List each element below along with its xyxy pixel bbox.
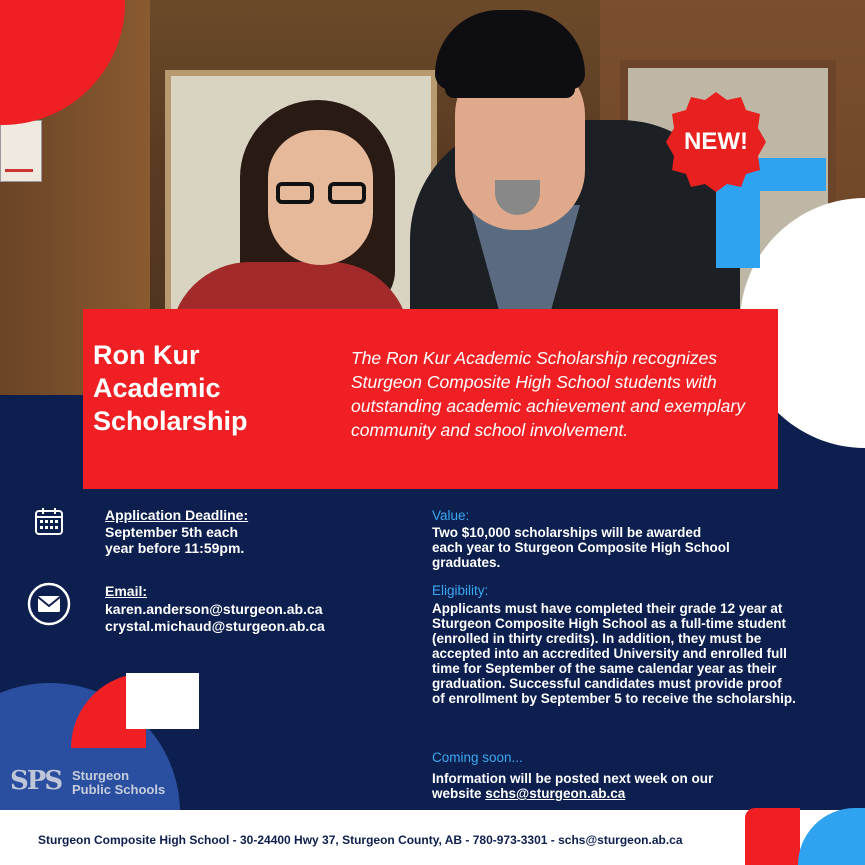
footer-address: Sturgeon Composite High School - 30-24400 Hwy 37, Sturgeon County, AB - 780-973-3301 - schs@sturgeon.ab.ca	[38, 833, 683, 847]
new-badge	[666, 92, 766, 192]
logo-mark: SPS	[10, 766, 62, 796]
sturgeon-public-schools-logo	[10, 764, 190, 804]
scholarship-title	[93, 339, 323, 438]
footer-red-decoration	[745, 808, 800, 865]
white-square-decoration	[126, 673, 199, 729]
new-badge-label: NEW!	[684, 128, 748, 155]
coming-soon-body	[432, 771, 752, 801]
photo-sign	[0, 120, 42, 182]
calendar-icon	[34, 506, 64, 536]
eligibility-heading: Eligibility:	[432, 583, 489, 598]
footer	[0, 810, 865, 865]
scholarship-description: The Ron Kur Academic Scholarship recognizes Sturgeon Composite High School students with outstanding academic achievement and exemplary community and school involvement.	[351, 348, 745, 440]
title-line-1: Ron Kur	[93, 340, 200, 370]
deadline-line-2: year before 11:59pm.	[105, 540, 245, 556]
logo-line-2: Public Schools	[72, 782, 166, 797]
logo-line-1: Sturgeon	[72, 768, 130, 783]
deadline-line-1: September 5th each	[105, 524, 239, 540]
value-body: Two $10,000 scholarships will be awarded each year to Sturgeon Composite High School graduates.	[432, 525, 730, 570]
deadline-text	[105, 524, 285, 556]
title-banner	[83, 309, 778, 489]
email-link-crystal[interactable]: crystal.michaud@sturgeon.ab.ca	[105, 618, 325, 634]
website-link[interactable]: schs@sturgeon.ab.ca	[485, 786, 626, 801]
photo-glasses	[276, 182, 368, 206]
email-link-karen[interactable]: karen.anderson@sturgeon.ab.ca	[105, 601, 323, 617]
envelope-icon	[27, 582, 71, 626]
title-line-2: Academic	[93, 373, 221, 403]
eligibility-body: Applicants must have completed their grade 12 year at Sturgeon Composite High School as a full-time student (enrolled in thirty credits). In addition, they must be accepted into an accredited University and enrolled full time for September of the same calendar year as their graduation. Successful candidates must provide proof of enrollment by September 5 to receive the scholarship.	[432, 601, 796, 706]
title-line-3: Scholarship	[93, 406, 248, 436]
coming-soon-heading: Coming soon...	[432, 750, 523, 765]
deadline-label: Application Deadline:	[105, 507, 249, 523]
value-heading: Value:	[432, 508, 470, 523]
photo-man-cap	[435, 10, 585, 90]
coming-soon-text: Information will be posted next week on our website	[432, 771, 714, 801]
email-label: Email:	[105, 583, 148, 599]
